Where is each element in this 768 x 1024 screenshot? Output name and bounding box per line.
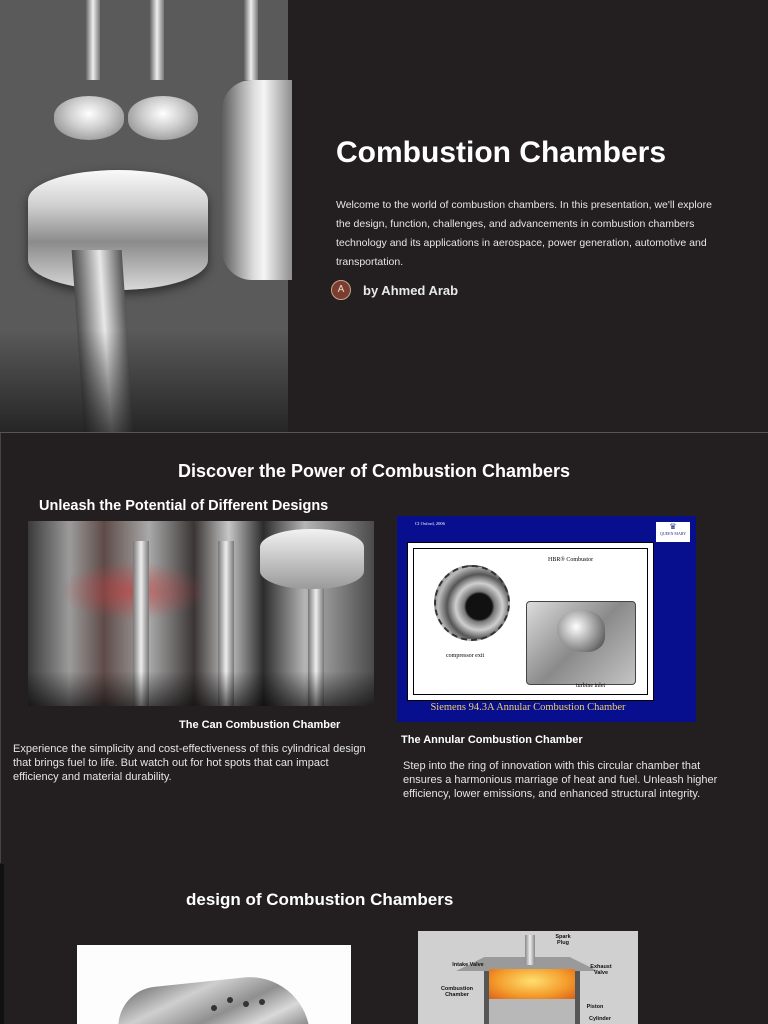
combustor-liner [114, 971, 309, 1024]
cooling-hole [227, 997, 233, 1003]
diagram-panel [407, 542, 654, 701]
cooling-hole [243, 1001, 249, 1007]
valve-stem [150, 0, 164, 80]
label-hbr: HBR® Combustor [548, 557, 594, 563]
annular-description: Step into the ring of innovation with this circular chamber that ensures a harmonious marriage of heat and fuel. Unleash higher efficiency, lower emissions, and enhanced structural integrity. [403, 760, 718, 800]
piston [489, 999, 575, 1024]
annular-caption: The Annular Combustion Chamber [401, 734, 583, 746]
label-piston: Piston [586, 1004, 604, 1010]
design-slide [0, 864, 768, 1024]
spark-plug [525, 935, 535, 965]
valve-stem [86, 0, 100, 80]
combustor-part-photo [77, 945, 351, 1024]
piston [260, 529, 364, 589]
valve-cup [128, 96, 198, 140]
label-combustion-chamber: Combustion Chamber [440, 986, 474, 998]
can-description: Experience the simplicity and cost-effectiveness of this cylindrical design that brings fuel to life. But watch out for hot spots that can impact efficiency and material durability. [13, 743, 366, 783]
cooling-hole [259, 999, 265, 1005]
intro-paragraph: Welcome to the world of combustion chambers. In this presentation, we'll explore the design, function, challenges, and advancements in combustion chambers technology and its applications in aerospace, power generation, automotive and transportation. [336, 199, 712, 268]
author-row [331, 280, 458, 300]
label-compressor: compressor exit [446, 653, 485, 659]
combustor-cone [557, 610, 605, 652]
crest-text: QUEEN MARY [659, 531, 687, 536]
combustor-section [526, 601, 636, 685]
side-piston [222, 80, 292, 280]
label-spark-plug: Spark Plug [555, 934, 571, 946]
slide-title: Discover the Power of Combustion Chambers [177, 461, 571, 481]
avatar: A [331, 280, 351, 300]
label-intake-valve: Intake Valve [452, 962, 484, 968]
slide-title: Combustion Chambers [336, 136, 667, 169]
author-name: by Ahmed Arab [363, 282, 459, 298]
label-exhaust-valve: Exhaust Valve [590, 964, 612, 976]
designs-slide [0, 433, 768, 863]
image-source: CI Oxford, 2006 [415, 521, 445, 526]
combustion-flame [489, 969, 575, 999]
crown-icon: ♛ [669, 522, 677, 531]
cooling-hole [211, 1005, 217, 1011]
engine-cylinder-diagram [418, 931, 638, 1024]
slide-title: design of Combustion Chambers [186, 890, 454, 909]
valve-stem [244, 0, 258, 80]
photo-shadow [28, 671, 374, 706]
label-turbine: turbine inlet [576, 683, 606, 689]
annular-ring [434, 565, 510, 641]
slide-subtitle: Unleash the Potential of Different Designs [39, 498, 329, 514]
valve-cup [54, 96, 124, 140]
university-crest [656, 522, 690, 542]
engine-photo [0, 0, 288, 432]
annular-chamber-image [397, 516, 696, 722]
title-slide [0, 0, 768, 433]
label-cylinder: Cylinder [588, 1016, 611, 1022]
image-caption: Siemens 94.3A Annular Combustion Chamber [430, 702, 626, 713]
can-chamber-photo [28, 521, 374, 706]
photo-shadow [0, 330, 288, 432]
can-caption: The Can Combustion Chamber [179, 719, 341, 731]
